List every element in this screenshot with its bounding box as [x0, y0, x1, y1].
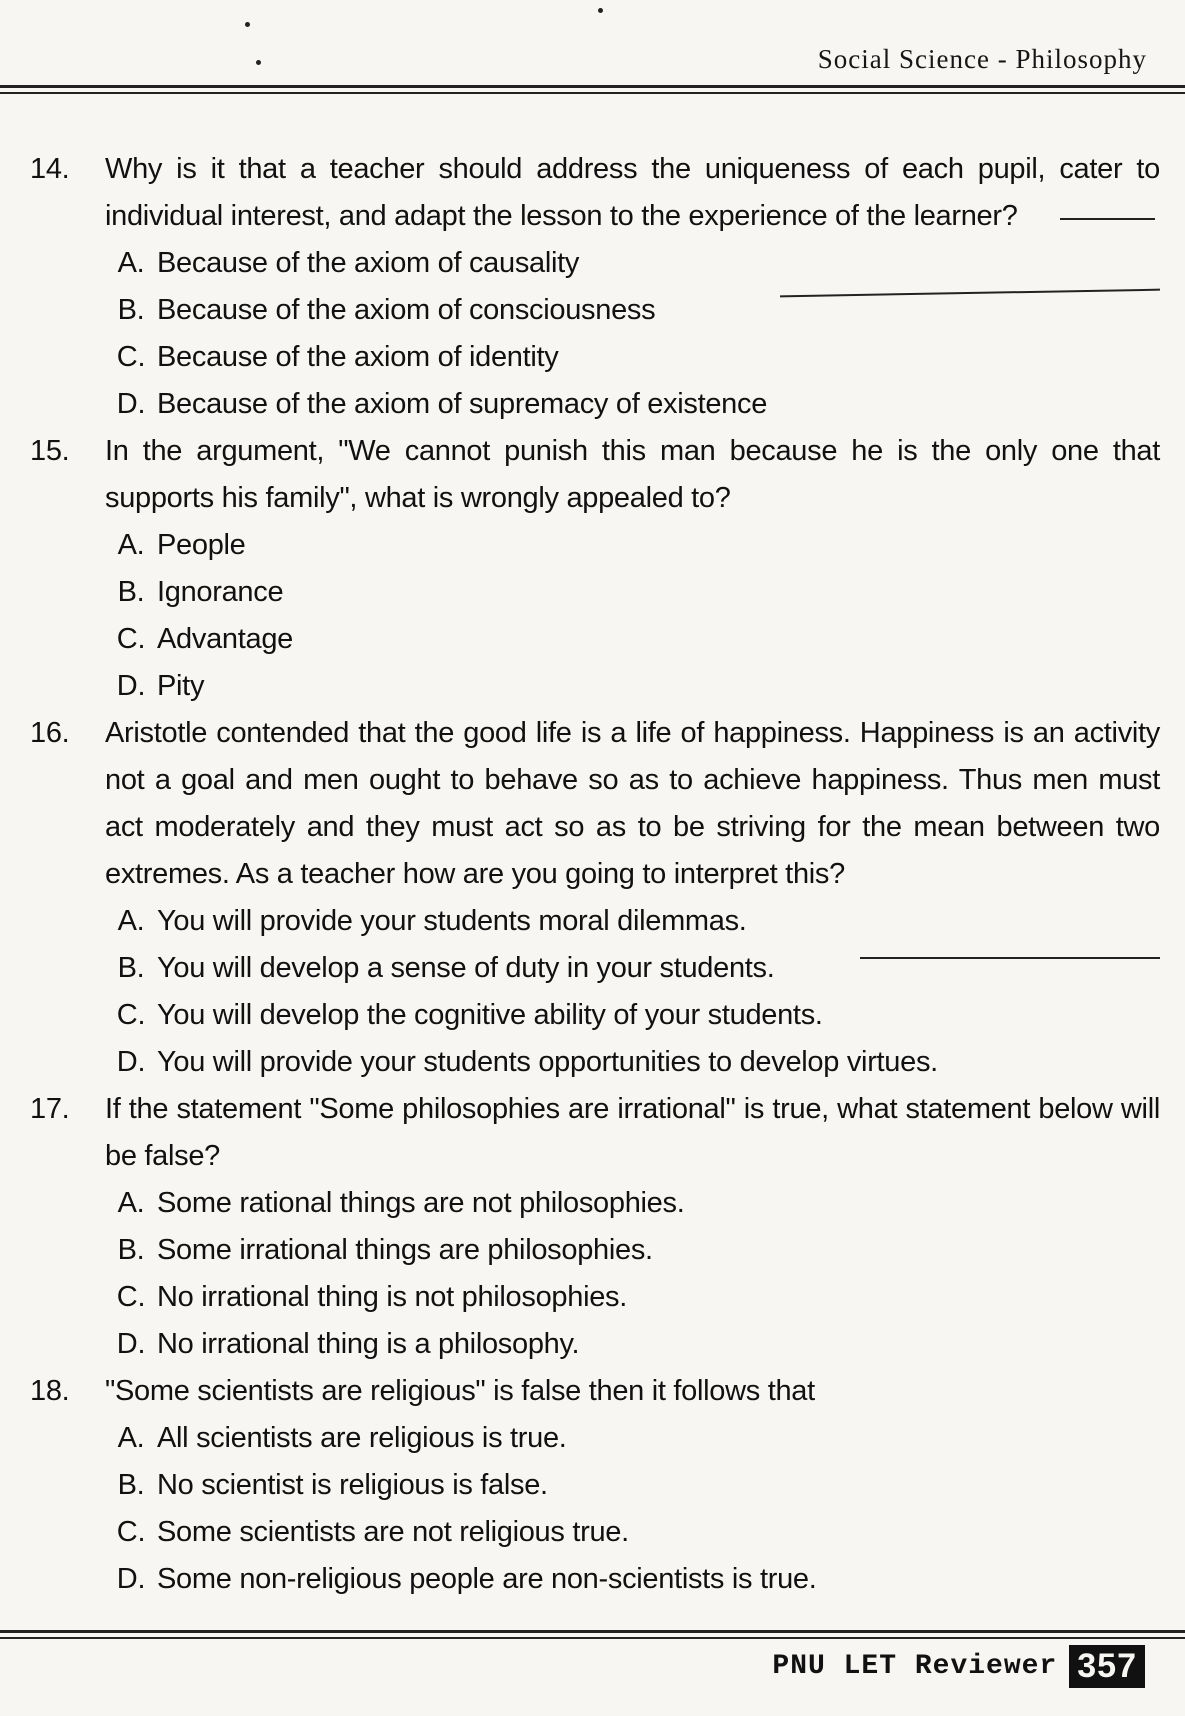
scan-speck	[598, 8, 603, 13]
choice-letter: A.	[117, 905, 145, 937]
choice-text: You will provide your students moral dilemmas.	[157, 905, 747, 937]
choice-text: Some irrational things are philosophies.	[157, 1234, 653, 1266]
answer-choice	[30, 1321, 1160, 1368]
header-rule-thin	[0, 92, 1185, 94]
question-item	[30, 428, 1160, 710]
question-number: 16.	[30, 717, 70, 749]
choice-letter: B.	[117, 1469, 145, 1501]
choice-letter: C.	[116, 1516, 146, 1548]
choice-text: Some rational things are not philosophies.	[157, 1187, 685, 1219]
answer-choice	[30, 1227, 1160, 1274]
question-number: 18.	[30, 1375, 70, 1407]
question-number: 17.	[30, 1093, 70, 1125]
answer-choice	[30, 1180, 1160, 1227]
answer-choice	[30, 616, 1160, 663]
question-text: Aristotle contended that the good life is a life of happiness. Happiness is an activity not a goal and men ought to behave so as to achieve happiness. Thus men must act moderately and they must act so as to be striving for the mean between two extremes. As a teacher how are you going to interpret this?	[105, 717, 1160, 890]
answer-choice	[30, 663, 1160, 710]
choice-text: You will develop the cognitive ability of your students.	[157, 999, 823, 1031]
question-item	[30, 710, 1160, 1086]
answer-choice	[30, 1274, 1160, 1321]
choice-letter: C.	[116, 623, 146, 655]
choice-text: All scientists are religious is true.	[157, 1422, 567, 1454]
answer-choice	[30, 1415, 1160, 1462]
choice-text: Ignorance	[157, 576, 284, 608]
answer-choice	[30, 945, 1160, 992]
question-item	[30, 1086, 1160, 1368]
choice-letter: A.	[117, 529, 145, 561]
question-text: If the statement "Some philosophies are irrational" is true, what statement below will be false?	[105, 1093, 1160, 1172]
question-number: 15.	[30, 435, 70, 467]
answer-choice	[30, 898, 1160, 945]
choice-text: Because of the axiom of consciousness	[157, 294, 656, 326]
answer-choice	[30, 1462, 1160, 1509]
footer-rule	[0, 1630, 1185, 1633]
choice-letter: B.	[117, 294, 145, 326]
choice-text: Advantage	[157, 623, 293, 655]
choice-text: Some scientists are not religious true.	[157, 1516, 629, 1548]
choice-text: Pity	[157, 670, 205, 702]
choice-letter: A.	[117, 247, 145, 279]
choice-letter: D.	[116, 1328, 146, 1360]
choice-letter: B.	[117, 576, 145, 608]
scan-speck	[245, 22, 250, 27]
choice-letter: A.	[117, 1422, 145, 1454]
choice-text: Some non-religious people are non-scientists is true.	[157, 1563, 817, 1595]
footer-label: PNU LET Reviewer	[772, 1651, 1058, 1682]
choice-letter: D.	[116, 1046, 146, 1078]
answer-choice	[30, 381, 1160, 428]
choice-letter: C.	[116, 999, 146, 1031]
answer-choice	[30, 522, 1160, 569]
choice-text: No scientist is religious is false.	[157, 1469, 548, 1501]
footer-rule-thin	[0, 1637, 1185, 1639]
question-list	[30, 146, 1160, 1603]
question-item	[30, 1368, 1160, 1603]
choice-letter: C.	[116, 341, 146, 373]
running-header: Social Science - Philosophy	[817, 44, 1147, 74]
choice-text: No irrational thing is a philosophy.	[157, 1328, 580, 1360]
choice-text: Because of the axiom of causality	[157, 247, 580, 279]
choice-letter: A.	[117, 1187, 145, 1219]
question-text: Why is it that a teacher should address the uniqueness of each pupil, cater to individual interest, and adapt the lesson to the experience of the learner?	[105, 153, 1160, 232]
page-number: 357	[1069, 1645, 1145, 1688]
question-item	[30, 146, 1160, 428]
answer-choice	[30, 334, 1160, 381]
choice-text: Because of the axiom of identity	[157, 341, 559, 373]
choice-letter: B.	[117, 952, 145, 984]
choice-text: Because of the axiom of supremacy of existence	[157, 388, 768, 420]
question-text: In the argument, "We cannot punish this man because he is the only one that supports his family", what is wrongly appealed to?	[105, 435, 1160, 514]
question-text: "Some scientists are religious" is false then it follows that	[105, 1375, 815, 1407]
answer-choice	[30, 1509, 1160, 1556]
header-rule	[0, 85, 1185, 88]
choice-text: People	[157, 529, 246, 561]
answer-choice	[30, 992, 1160, 1039]
choice-letter: C.	[116, 1281, 146, 1313]
answer-choice	[30, 569, 1160, 616]
choice-text: No irrational thing is not philosophies.	[157, 1281, 627, 1313]
scan-speck	[256, 60, 261, 65]
question-number: 14.	[30, 153, 70, 185]
choice-text: You will provide your students opportunities to develop virtues.	[157, 1046, 938, 1078]
choice-letter: D.	[116, 388, 146, 420]
choice-letter: D.	[116, 670, 146, 702]
answer-choice	[30, 287, 1160, 334]
choice-letter: B.	[117, 1234, 145, 1266]
answer-choice	[30, 1039, 1160, 1086]
choice-text: You will develop a sense of duty in your students.	[157, 952, 775, 984]
answer-choice	[30, 1556, 1160, 1603]
answer-choice	[30, 240, 1160, 287]
page-footer	[772, 1645, 1145, 1688]
choice-letter: D.	[116, 1563, 146, 1595]
